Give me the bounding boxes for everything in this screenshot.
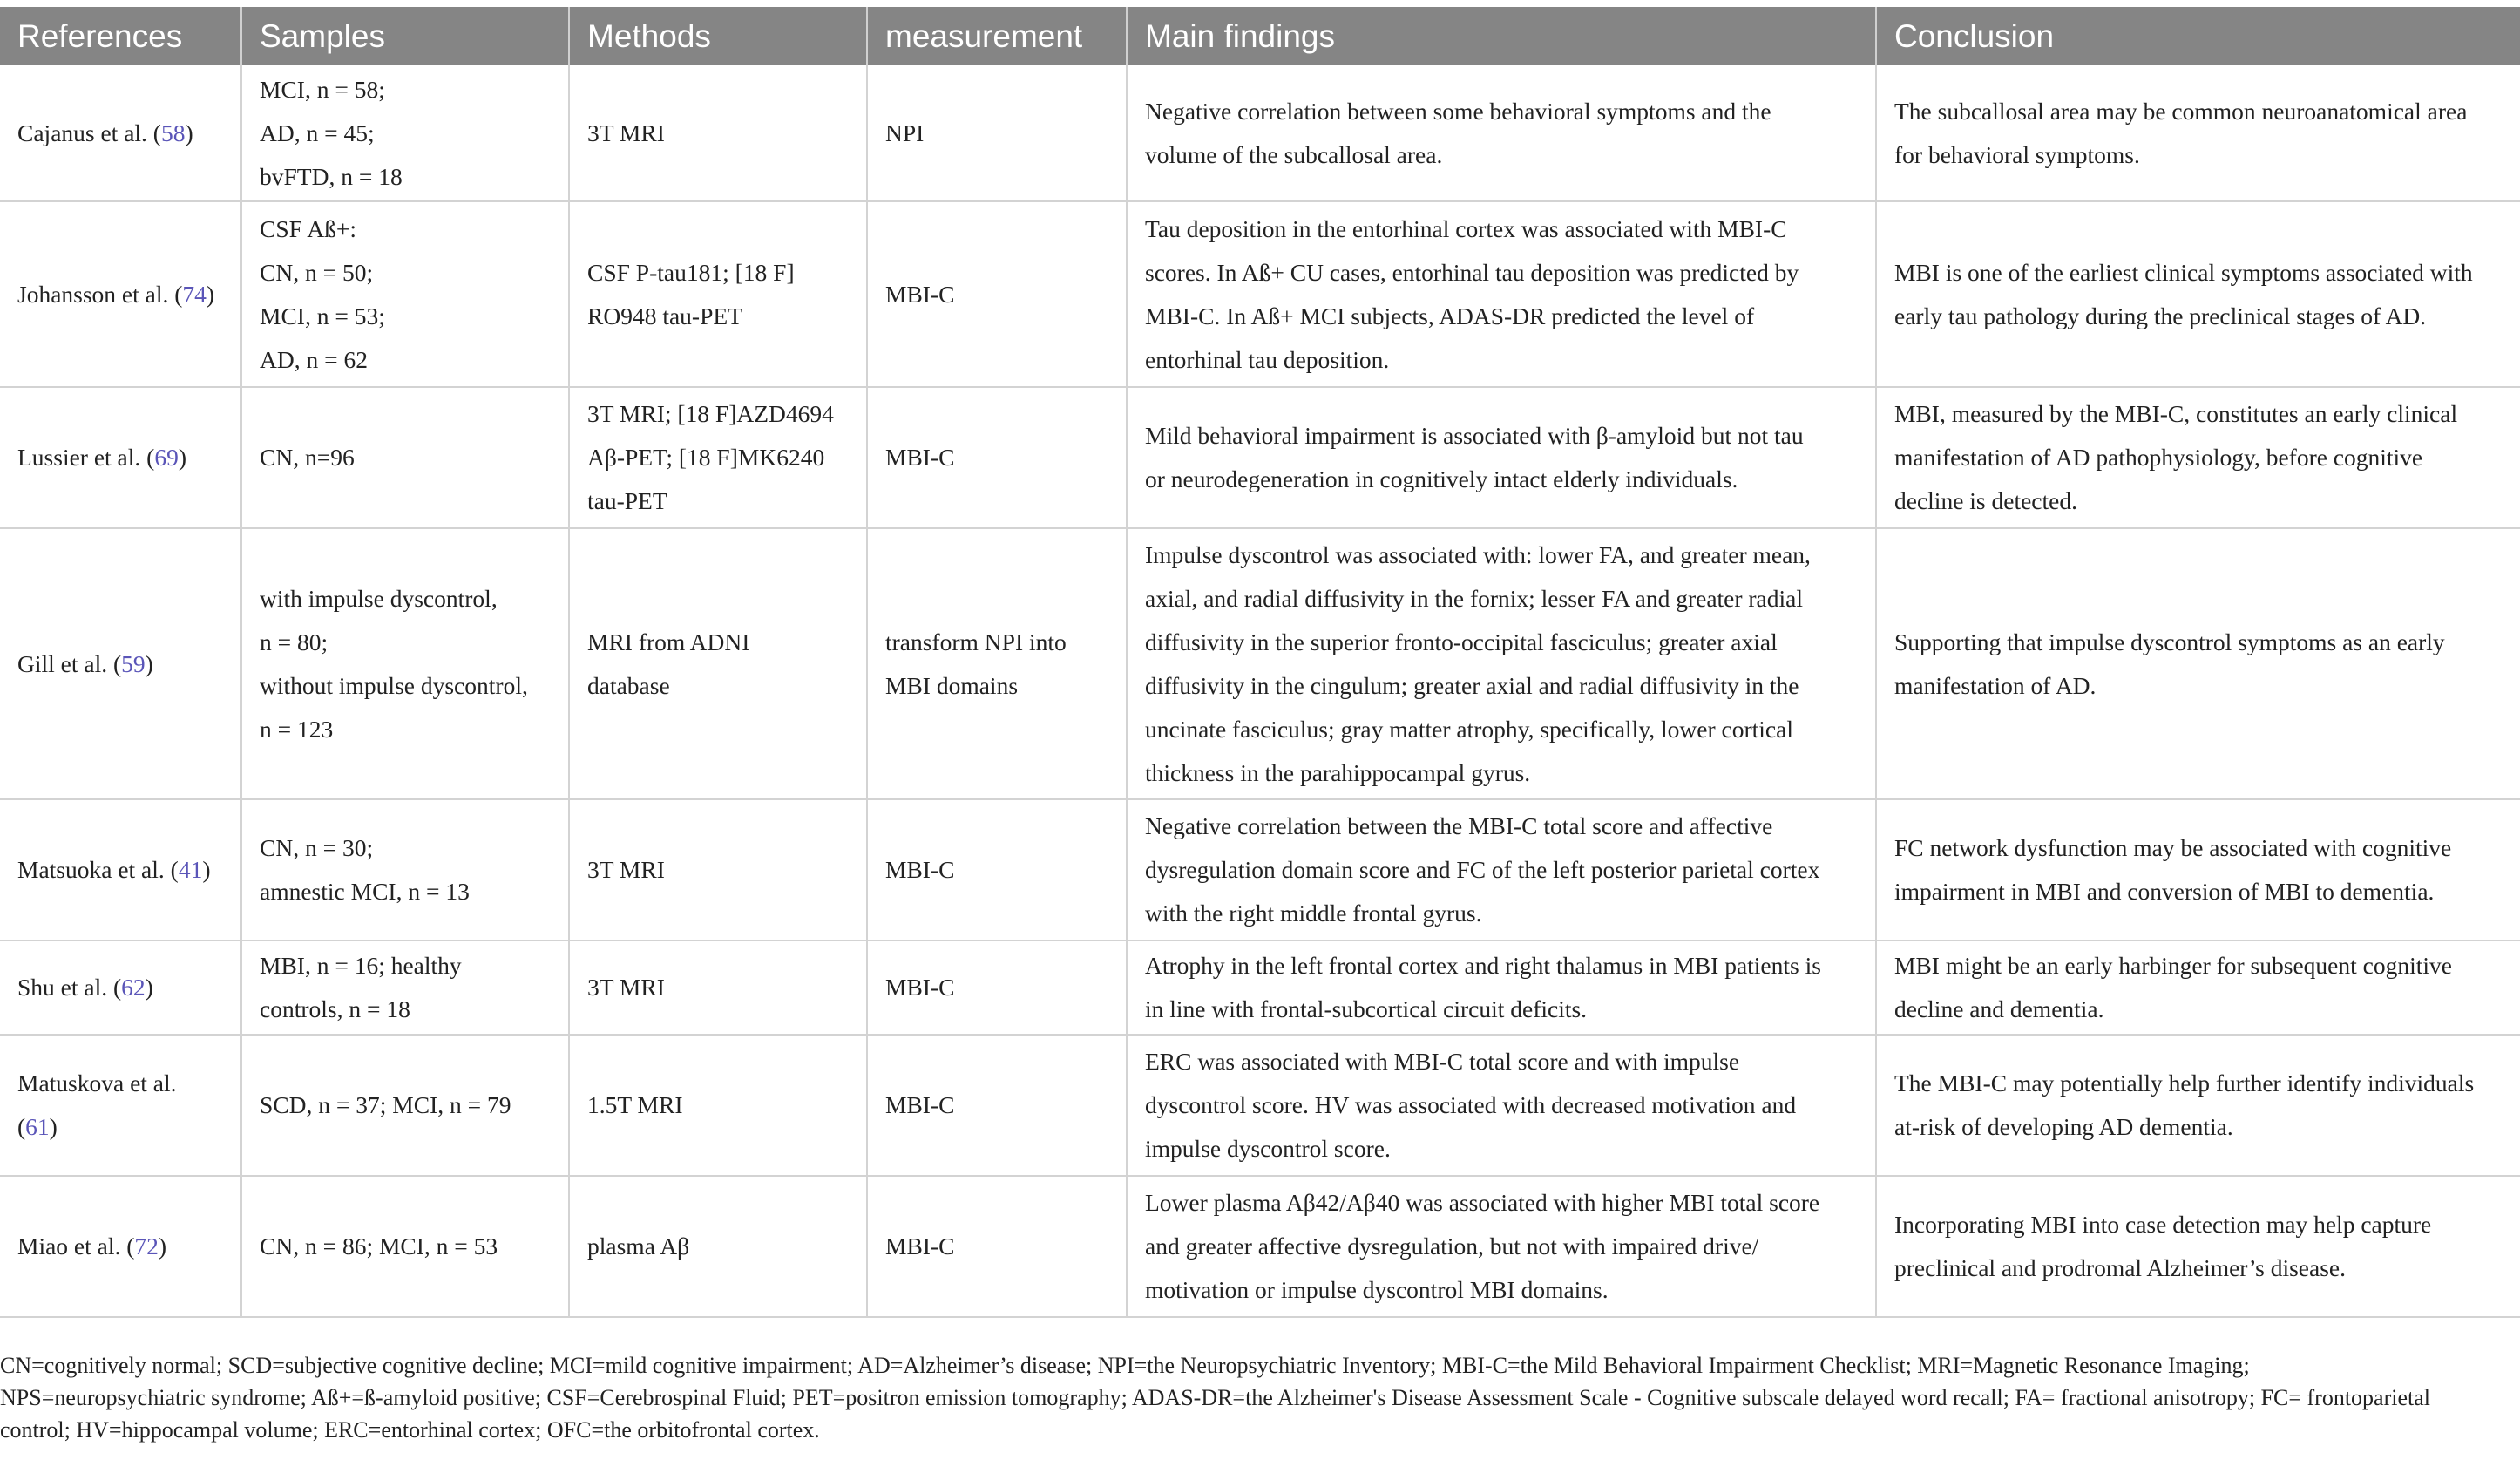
measurement-cell bbox=[867, 65, 1127, 201]
cell-line: CSF Aß+: bbox=[260, 214, 357, 242]
footnote-line: control; HV=hippocampal volume; ERC=entorhinal cortex; OFC=the orbitofrontal cortex. bbox=[0, 1417, 820, 1443]
cell-line: SCD, n = 37; MCI, n = 79 bbox=[260, 1091, 511, 1118]
conclusion-cell bbox=[1876, 201, 2520, 387]
reference-text: Matsuoka et al. ( bbox=[17, 856, 179, 883]
cell-line: Negative correlation between the MBI-C total score and affective bbox=[1145, 812, 1773, 839]
conclusion-cell bbox=[1876, 1176, 2520, 1317]
cell-line: CSF P-tau181; [18 F] bbox=[587, 258, 795, 286]
cell-line: MBI is one of the earliest clinical symptoms associated with bbox=[1894, 258, 2473, 286]
cell-line: NPI bbox=[885, 119, 925, 146]
reference-cell bbox=[0, 387, 241, 528]
measurement-cell bbox=[867, 799, 1127, 941]
cell-line: CN, n=96 bbox=[260, 444, 355, 471]
reference-text: ) bbox=[158, 1233, 167, 1260]
samples-cell bbox=[241, 65, 569, 201]
cell-line: preclinical and prodromal Alzheimer’s disease. bbox=[1894, 1254, 2346, 1281]
cell-line: 3T MRI; [18 F]AZD4694 bbox=[587, 400, 834, 427]
reference-cell bbox=[0, 1035, 241, 1176]
cell-line: Impulse dyscontrol was associated with: lower FA, and greater mean, bbox=[1145, 540, 1811, 568]
measurement-cell bbox=[867, 528, 1127, 799]
reference-link[interactable]: 72 bbox=[134, 1233, 159, 1260]
methods-cell bbox=[569, 201, 867, 387]
cell-line: decline is detected. bbox=[1894, 487, 2077, 514]
reference-cell bbox=[0, 799, 241, 941]
cell-line: thickness in the parahippocampal gyrus. bbox=[1145, 758, 1531, 786]
cell-line: decline and dementia. bbox=[1894, 995, 2104, 1022]
cell-line: early tau pathology during the preclinical stages of AD. bbox=[1894, 302, 2427, 329]
methods-cell bbox=[569, 528, 867, 799]
cell-line: CN, n = 86; MCI, n = 53 bbox=[260, 1233, 498, 1260]
cell-line: impulse dyscontrol score. bbox=[1145, 1135, 1391, 1162]
footnote-line: NPS=neuropsychiatric syndrome; Aß+=ß-amyloid positive; CSF=Cerebrospinal Fluid; PET=positron emission tomography; ADAS-DR=the Alzheimer's Disease Assessment Scale - Cognitive subscale delayed word recall; FA= fractional anisotropy; FC= frontoparietal bbox=[0, 1385, 2430, 1410]
cell-line: plasma Aβ bbox=[587, 1233, 690, 1260]
reference-text: Shu et al. ( bbox=[17, 974, 122, 1001]
cell-line: Negative correlation between some behavioral symptoms and the bbox=[1145, 97, 1771, 125]
samples-cell bbox=[241, 1176, 569, 1317]
cell-line: FC network dysfunction may be associated with cognitive bbox=[1894, 834, 2452, 861]
reference-text: ) bbox=[202, 856, 211, 883]
reference-link[interactable]: 74 bbox=[182, 280, 207, 308]
table-row bbox=[0, 201, 2520, 387]
table-footnote bbox=[0, 1349, 2510, 1446]
cell-line: 3T MRI bbox=[587, 974, 665, 1001]
cell-line: 3T MRI bbox=[587, 119, 665, 146]
cell-line: MBI-C bbox=[885, 280, 955, 308]
cell-line: scores. In Aß+ CU cases, entorhinal tau deposition was predicted by bbox=[1145, 258, 1799, 286]
cell-line: diffusivity in the superior fronto-occipital fasciculus; greater axial bbox=[1145, 628, 1778, 655]
footnote-line: CN=cognitively normal; SCD=subjective cognitive decline; MCI=mild cognitive impairment; AD=Alzheimer’s disease; NPI=the Neuropsychiatric Inventory; MBI-C=the Mild Behavioral Impairment Checklist; MRI=Magnetic Resonance Imaging; bbox=[0, 1353, 2250, 1378]
reference-text: Cajanus et al. ( bbox=[17, 119, 161, 146]
header-measurement: measurement bbox=[867, 7, 1127, 65]
cell-line: Mild behavioral impairment is associated with β-amyloid but not tau bbox=[1145, 422, 1804, 449]
conclusion-cell bbox=[1876, 65, 2520, 201]
cell-line: 3T MRI bbox=[587, 856, 665, 883]
findings-cell bbox=[1127, 65, 1876, 201]
reference-text: Matuskova et al. bbox=[17, 1070, 177, 1097]
cell-line: The MBI-C may potentially help further identify individuals bbox=[1894, 1070, 2475, 1097]
measurement-cell bbox=[867, 941, 1127, 1035]
reference-text: Gill et al. ( bbox=[17, 649, 122, 677]
cell-line: n = 123 bbox=[260, 715, 334, 743]
cell-line: Aβ-PET; [18 F]MK6240 bbox=[587, 444, 825, 471]
reference-text: ) bbox=[206, 280, 215, 308]
findings-cell bbox=[1127, 1035, 1876, 1176]
cell-line: with the right middle frontal gyrus. bbox=[1145, 900, 1482, 927]
methods-cell bbox=[569, 65, 867, 201]
reference-text: ) bbox=[185, 119, 193, 146]
measurement-cell bbox=[867, 201, 1127, 387]
table-row bbox=[0, 387, 2520, 528]
cell-line: impairment in MBI and conversion of MBI to dementia. bbox=[1894, 878, 2435, 905]
cell-line: in line with frontal-subcortical circuit deficits. bbox=[1145, 995, 1588, 1022]
conclusion-cell bbox=[1876, 1035, 2520, 1176]
table-row bbox=[0, 528, 2520, 799]
cell-line: Lower plasma Aβ42/Aβ40 was associated with higher MBI total score bbox=[1145, 1189, 1820, 1216]
cell-line: MBI-C bbox=[885, 1233, 955, 1260]
table-row bbox=[0, 799, 2520, 941]
reference-cell bbox=[0, 941, 241, 1035]
findings-cell bbox=[1127, 387, 1876, 528]
header-conclusion: Conclusion bbox=[1876, 7, 2520, 65]
cell-line: n = 80; bbox=[260, 628, 329, 655]
samples-cell bbox=[241, 528, 569, 799]
cell-line: diffusivity in the cingulum; greater axial and radial diffusivity in the bbox=[1145, 671, 1799, 699]
cell-line: transform NPI into bbox=[885, 628, 1067, 655]
methods-cell bbox=[569, 1176, 867, 1317]
reference-cell bbox=[0, 201, 241, 387]
header-main-findings: Main findings bbox=[1127, 7, 1876, 65]
cell-line: for behavioral symptoms. bbox=[1894, 140, 2140, 168]
methods-cell bbox=[569, 799, 867, 941]
cell-line: MBI domains bbox=[885, 671, 1019, 699]
reference-text: ) bbox=[145, 974, 153, 1001]
header-methods: Methods bbox=[569, 7, 867, 65]
reference-text: ) bbox=[49, 1113, 58, 1140]
table-row bbox=[0, 65, 2520, 201]
findings-cell bbox=[1127, 799, 1876, 941]
cell-line: dysregulation domain score and FC of the left posterior parietal cortex bbox=[1145, 856, 1820, 883]
reference-link[interactable]: 69 bbox=[154, 444, 179, 471]
findings-cell bbox=[1127, 941, 1876, 1035]
cell-line: Incorporating MBI into case detection may help capture bbox=[1894, 1211, 2432, 1238]
cell-line: controls, n = 18 bbox=[260, 995, 410, 1022]
measurement-cell bbox=[867, 1176, 1127, 1317]
cell-line: MCI, n = 58; bbox=[260, 75, 385, 103]
reference-cell bbox=[0, 528, 241, 799]
reference-text: Miao et al. ( bbox=[17, 1233, 135, 1260]
table-row bbox=[0, 1176, 2520, 1317]
reference-link[interactable]: 41 bbox=[178, 856, 203, 883]
measurement-cell bbox=[867, 387, 1127, 528]
cell-line: MBI-C bbox=[885, 444, 955, 471]
methods-cell bbox=[569, 387, 867, 528]
cell-line: CN, n = 50; bbox=[260, 258, 374, 286]
reference-cell bbox=[0, 65, 241, 201]
cell-line: 1.5T MRI bbox=[587, 1091, 683, 1118]
header-references: References bbox=[0, 7, 241, 65]
reference-link[interactable]: 61 bbox=[25, 1113, 50, 1140]
cell-line: MBI might be an early harbinger for subsequent cognitive bbox=[1894, 952, 2452, 979]
cell-line: Tau deposition in the entorhinal cortex was associated with MBI-C bbox=[1145, 214, 1787, 242]
cell-line: and greater affective dysregulation, but not with impaired drive/ bbox=[1145, 1233, 1759, 1260]
cell-line: MBI, n = 16; healthy bbox=[260, 952, 462, 979]
cell-line: AD, n = 62 bbox=[260, 345, 368, 373]
cell-line: The subcallosal area may be common neuroanatomical area bbox=[1894, 97, 2468, 125]
cell-line: database bbox=[587, 671, 670, 699]
samples-cell bbox=[241, 387, 569, 528]
cell-line: MBI-C. In Aß+ MCI subjects, ADAS-DR predicted the level of bbox=[1145, 302, 1755, 329]
studies-table bbox=[0, 7, 2520, 1318]
cell-line: manifestation of AD. bbox=[1894, 671, 2097, 699]
cell-line: entorhinal tau deposition. bbox=[1145, 345, 1390, 373]
cell-line: MBI-C bbox=[885, 856, 955, 883]
samples-cell bbox=[241, 201, 569, 387]
cell-line: MBI, measured by the MBI-C, constitutes an early clinical bbox=[1894, 400, 2458, 427]
cell-line: MCI, n = 53; bbox=[260, 302, 385, 329]
cell-line: without impulse dyscontrol, bbox=[260, 671, 528, 699]
samples-cell bbox=[241, 1035, 569, 1176]
cell-line: uncinate fasciculus; gray matter atrophy, specifically, lower cortical bbox=[1145, 715, 1793, 743]
table-header-row bbox=[0, 7, 2520, 65]
table-row bbox=[0, 941, 2520, 1035]
conclusion-cell bbox=[1876, 799, 2520, 941]
reference-text: ) bbox=[178, 444, 186, 471]
cell-line: dyscontrol score. HV was associated with decreased motivation and bbox=[1145, 1091, 1797, 1118]
samples-cell bbox=[241, 799, 569, 941]
reference-text: ) bbox=[145, 649, 153, 677]
cell-line: Atrophy in the left frontal cortex and right thalamus in MBI patients is bbox=[1145, 952, 1821, 979]
cell-line: ERC was associated with MBI-C total score and with impulse bbox=[1145, 1048, 1740, 1075]
cell-line: CN, n = 30; bbox=[260, 834, 374, 861]
reference-link[interactable]: 59 bbox=[121, 649, 146, 677]
cell-line: tau-PET bbox=[587, 487, 667, 514]
measurement-cell bbox=[867, 1035, 1127, 1176]
reference-link[interactable]: 58 bbox=[160, 119, 186, 146]
cell-line: AD, n = 45; bbox=[260, 119, 375, 146]
cell-line: or neurodegeneration in cognitively intact elderly individuals. bbox=[1145, 465, 1738, 492]
samples-cell bbox=[241, 941, 569, 1035]
cell-line: MRI from ADNI bbox=[587, 628, 750, 655]
cell-line: amnestic MCI, n = 13 bbox=[260, 878, 470, 905]
cell-line: Supporting that impulse dyscontrol symptoms as an early bbox=[1894, 628, 2445, 655]
reference-cell bbox=[0, 1176, 241, 1317]
cell-line: RO948 tau-PET bbox=[587, 302, 742, 329]
conclusion-cell bbox=[1876, 387, 2520, 528]
methods-cell bbox=[569, 1035, 867, 1176]
header-samples: Samples bbox=[241, 7, 569, 65]
table-row bbox=[0, 1035, 2520, 1176]
cell-line: with impulse dyscontrol, bbox=[260, 584, 498, 612]
conclusion-cell bbox=[1876, 941, 2520, 1035]
findings-cell bbox=[1127, 1176, 1876, 1317]
cell-line: MBI-C bbox=[885, 974, 955, 1001]
cell-line: bvFTD, n = 18 bbox=[260, 162, 403, 190]
cell-line: volume of the subcallosal area. bbox=[1145, 140, 1443, 168]
reference-link[interactable]: 62 bbox=[121, 974, 146, 1001]
methods-cell bbox=[569, 941, 867, 1035]
findings-cell bbox=[1127, 201, 1876, 387]
conclusion-cell bbox=[1876, 528, 2520, 799]
reference-text: Johansson et al. ( bbox=[17, 280, 183, 308]
cell-line: MBI-C bbox=[885, 1091, 955, 1118]
reference-text: Lussier et al. ( bbox=[17, 444, 155, 471]
reference-text: ( bbox=[17, 1113, 26, 1140]
cell-line: at-risk of developing AD dementia. bbox=[1894, 1113, 2233, 1140]
cell-line: motivation or impulse dyscontrol MBI domains. bbox=[1145, 1276, 1609, 1303]
cell-line: axial, and radial diffusivity in the fornix; lesser FA and greater radial bbox=[1145, 584, 1804, 612]
findings-cell bbox=[1127, 528, 1876, 799]
cell-line: manifestation of AD pathophysiology, before cognitive bbox=[1894, 444, 2423, 471]
